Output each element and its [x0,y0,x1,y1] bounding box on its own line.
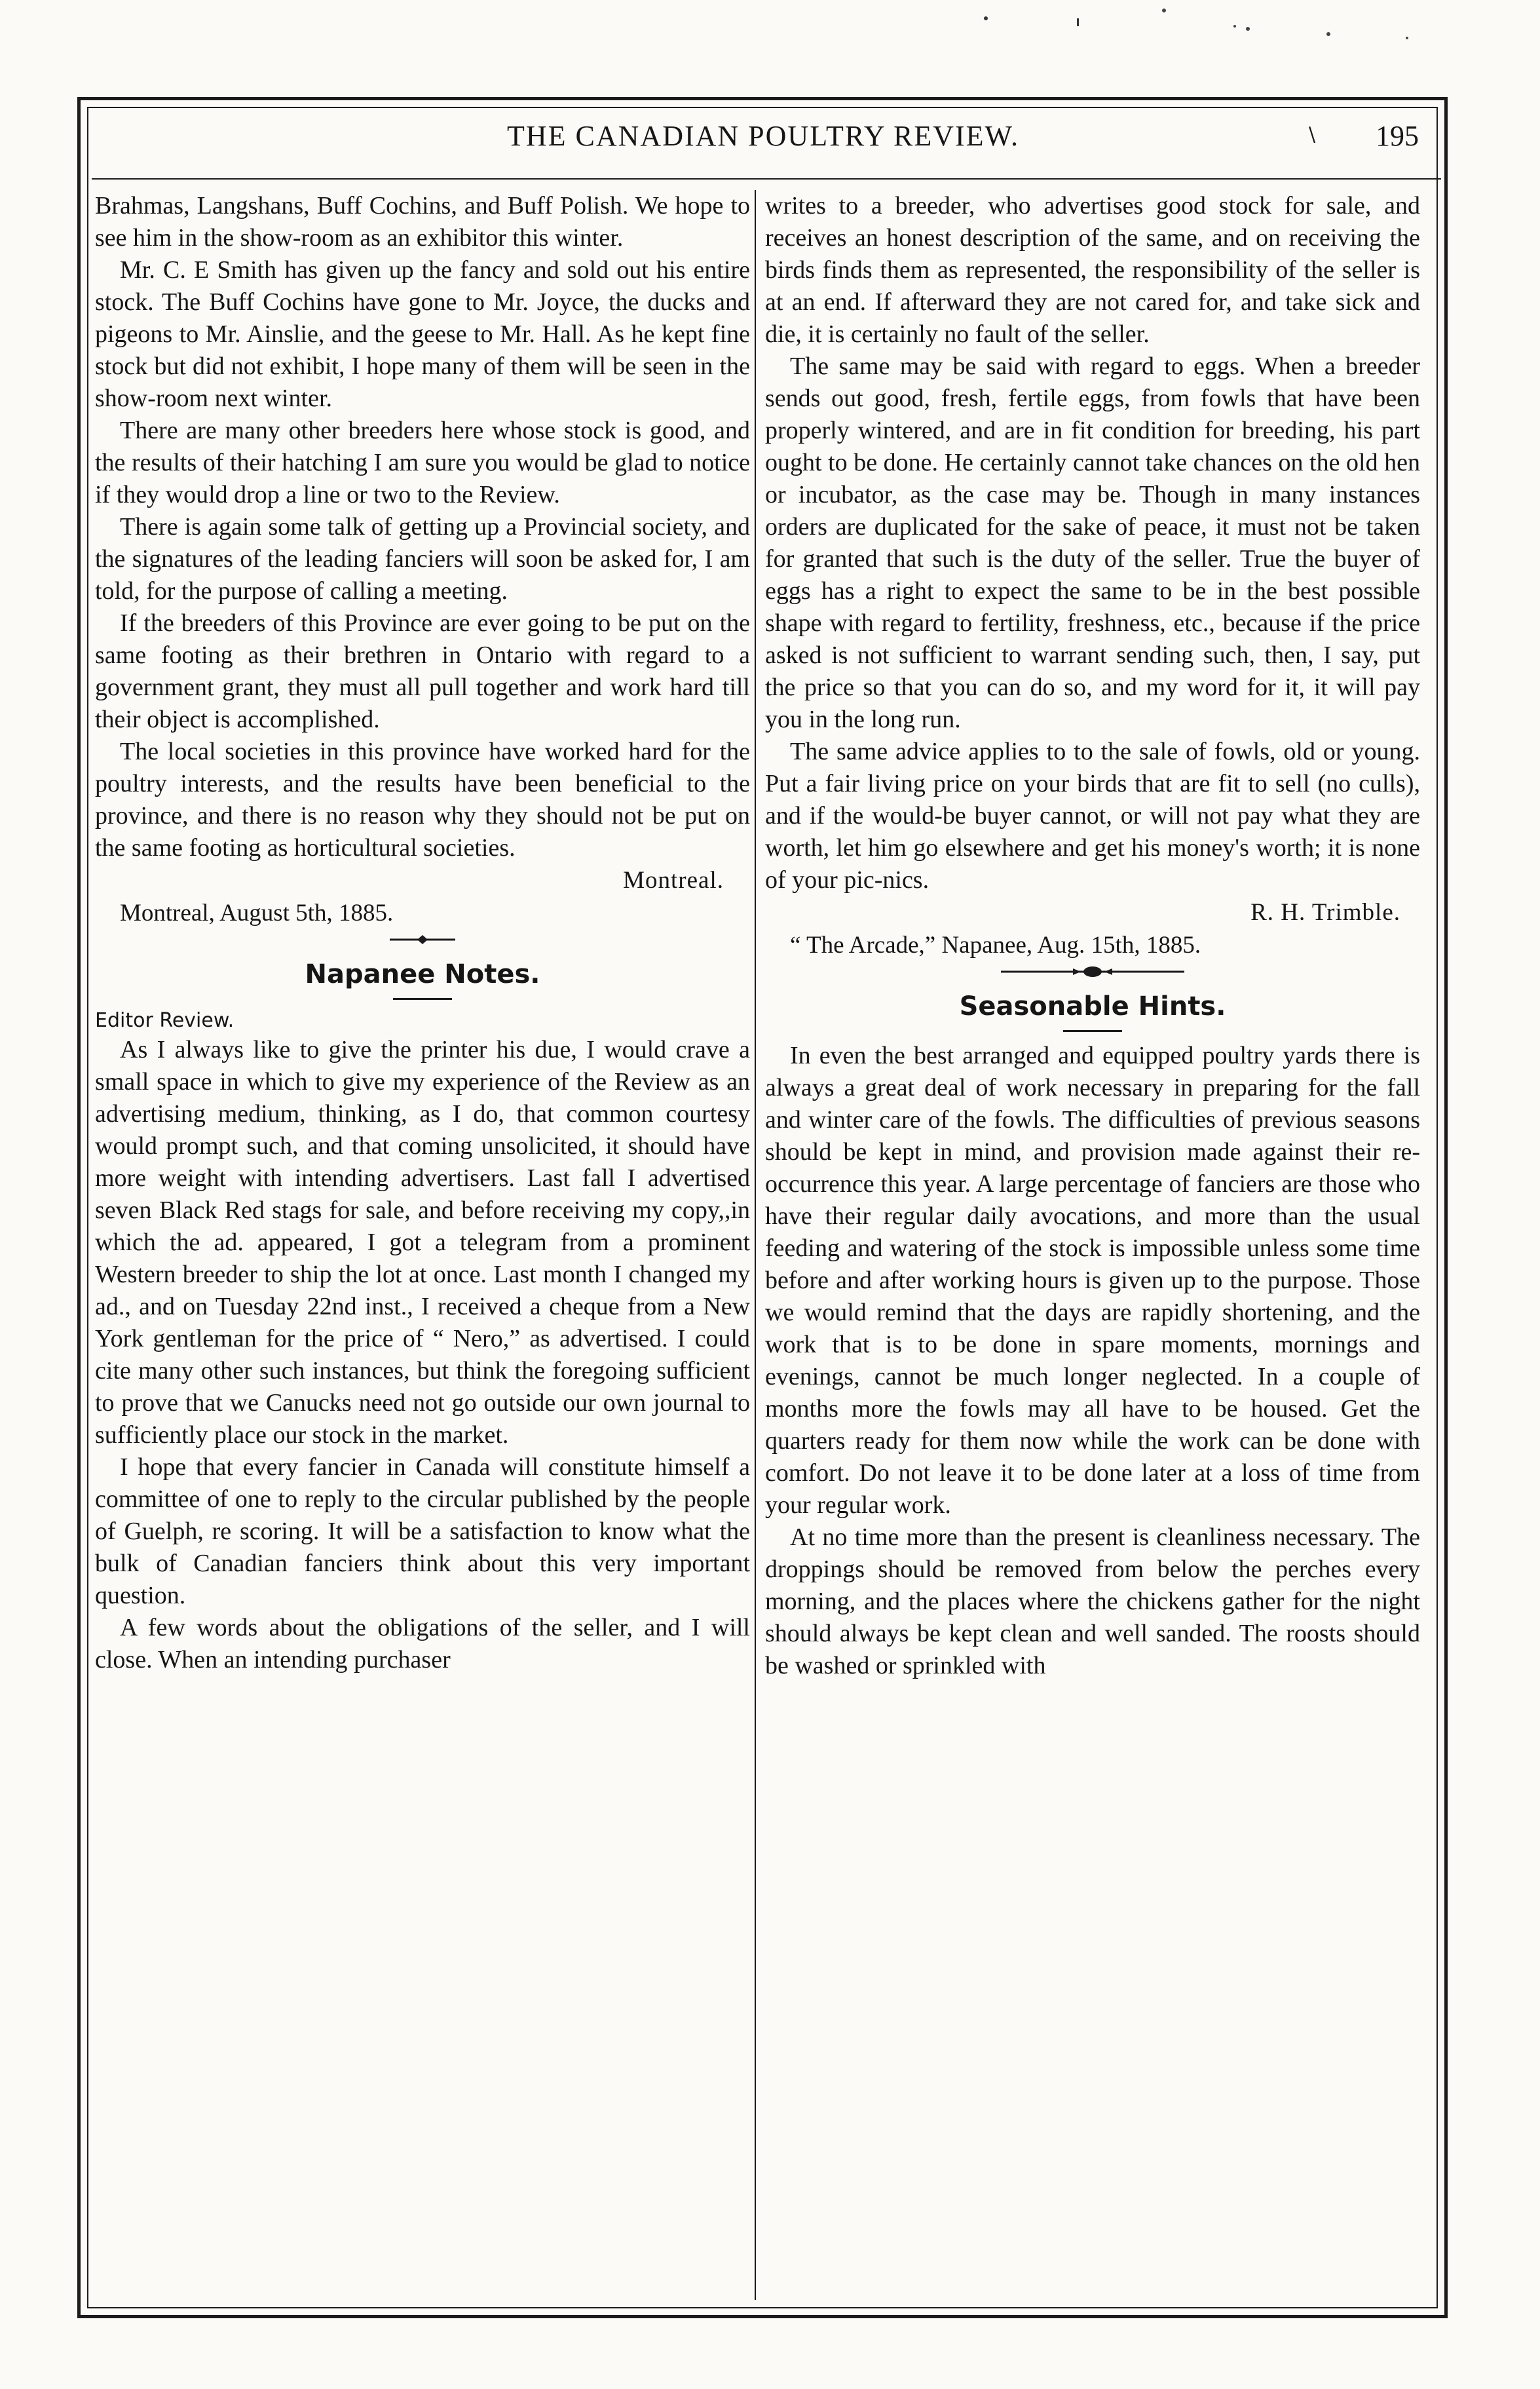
signature: R. H. Trimble. [1250,899,1400,926]
paragraph: I hope that every fancier in Canada will constitute himself a committee of one to reply to the circular published by the people of Guelph, re scoring. It will be a satisfaction to know what the bulk of Canadian fanciers think about this very important question. [95,1453,750,1609]
header-mark: \ [1309,123,1316,146]
header-rule [92,178,1441,180]
salutation: Editor Review. [95,1009,235,1032]
paragraph: The local societies in this province have worked hard for the poultry interests, and the results have been beneficial to the province, and there is no reason why they should not be put on the same footing as horticultural societies. [95,738,750,862]
paragraph: At no time more than the present is cleanliness necessary. The droppings should be removed from below the perches every morning, and the places where the chickens gather for the night should always be kept clean and well sanded. The roosts should be washed or sprinkled with [765,1523,1420,1679]
heading-rule [1063,1030,1122,1032]
paragraph: Brahmas, Langshans, Buff Cochins, and Buff Polish. We hope to see him in the show-room as an exhibitor this winter. [95,192,750,252]
paragraph: There is again some talk of getting up a Provincial society, and the signatures of the leading fanciers will soon be asked for, I am told, for the purpose of calling a meeting. [95,513,750,605]
column-divider [755,190,756,2300]
left-column [95,190,750,2287]
right-column [765,190,1420,2287]
paragraph: As I always like to give the printer his due, I would crave a small space in which to give my experience of the Review as an advertising medium, thinking, as I do, that common courtesy would prompt such, and that coming unsolicited, it should have more weight with intending advertisers. Last fall I advertised seven Black Red stags for sale, and before receiving my copy,,in which the ad. appeared, I got a telegram from a prominent Western breeder to ship the lot at once. Last month I changed my ad., and on Tuesday 22nd inst., I received a cheque from a New York gentleman for the price of “ Nero,” as advertised. I could cite many other such instances, but think the foregoing sufficient to prove that we Canucks need not go outside our own journal to sufficiently place our stock in the market. [95,1036,750,1449]
section-ornament [765,962,1420,988]
section-ornament [95,930,750,956]
dateline: Montreal, August 5th, 1885. [120,900,394,927]
paragraph: Mr. C. E Smith has given up the fancy and sold out his entire stock. The Buff Cochins have gone to Mr. Joyce, the ducks and pigeons to Mr. Ainslie, and the geese to Mr. Hall. As he kept fine stock but did not exhibit, I hope many of them will be seen in the show-room next winter. [95,256,750,412]
paragraph: In even the best arranged and equipped poultry yards there is always a great deal of work necessary in preparing for the fall and winter care of the fowls. The difficulties of previous seasons should be kept in mind, and provision made against their re-occurrence this year. A large percentage of fanciers are those who have their regular daily avocations, and more than the usual feeding and watering of the stock is impossible unless some time before and after working hours is given up to the purpose. Those we would remind that the days are rapidly shortening, and the work that is to be done in spare moments, mornings and evenings, cannot be much longer neglected. In a couple of months more the fowls may all have to be housed. Get the quarters ready for them now while the work can be done with comfort. Do not leave it to be done later at a loss of time from your regular work. [765,1042,1420,1519]
print-specks [0,0,1540,92]
page-number: 195 [1376,120,1419,152]
journal-title: THE CANADIAN POULTRY REVIEW. [507,120,1019,152]
running-header [85,110,1441,172]
paragraph: If the breeders of this Province are ever going to be put on the same footing as their brethren in Ontario with regard to a government grant, they must all pull together and work hard till their object is accomplished. [95,609,750,733]
section-heading: Seasonable Hints. [959,991,1226,1022]
section-heading: Napanee Notes. [305,959,540,989]
paragraph: The same advice applies to to the sale of fowls, old or young. Put a fair living price on your birds that are fit to sell (no culls), and if the would-be buyer cannot, or will not pay what they are worth, let him go elsewhere and get his money's worth; it is none of your pic-nics. [765,738,1420,894]
signature: Montreal. [623,867,724,894]
paragraph: writes to a breeder, who advertises good stock for sale, and receives an honest description of the same, and on receiving the birds finds them as represented, the responsibility of the seller is at an end. If afterward they are not cared for, and take sick and die, it is certainly no fault of the seller. [765,192,1420,348]
heading-rule [393,998,452,1000]
dateline: “ The Arcade,” Napanee, Aug. 15th, 1885. [790,932,1201,959]
paragraph: The same may be said with regard to eggs. When a breeder sends out good, fresh, fertile eggs, from fowls that have been properly wintered, and are in fit condition for breeding, his part ought to be done. He certainly cannot take chances on the old hen or incubator, as the case may be. Though in many instances orders are duplicated for the sake of peace, it must not be taken for granted that such is the duty of the seller. True the buyer of eggs has a right to expect the same to be in the best possible shape with regard to fertility, freshness, etc., because if the price asked is not sufficient to warrant sending such, then, I say, put the price so that you can do so, and my word for it, it will pay you in the long run. [765,353,1420,733]
paragraph: A few words about the obligations of the seller, and I will close. When an intending purchaser [95,1614,750,1673]
paragraph: There are many other breeders here whose stock is good, and the results of their hatching I am sure you would be glad to notice if they would drop a line or two to the Review. [95,417,750,508]
